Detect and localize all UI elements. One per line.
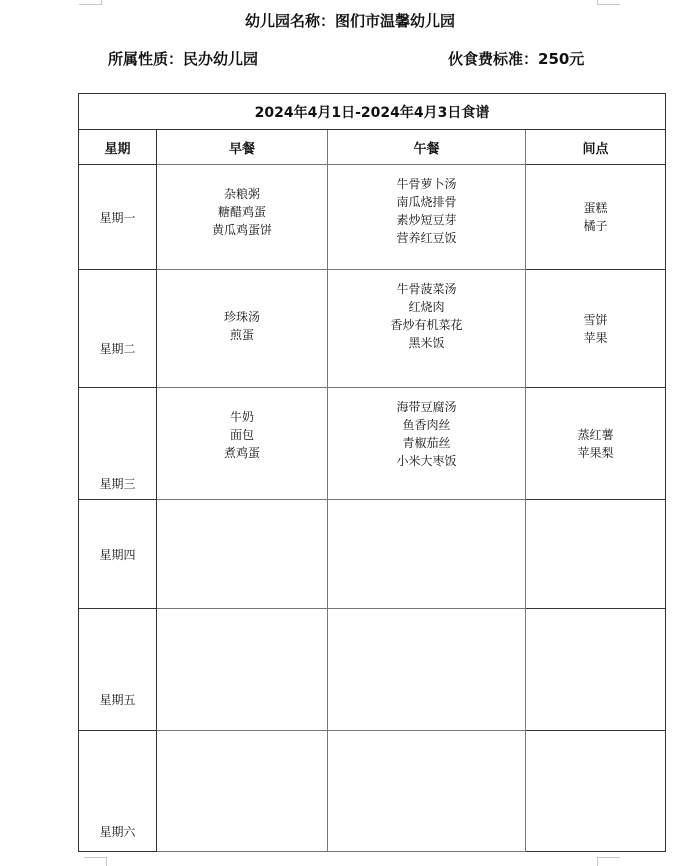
column-header-row <box>79 130 666 165</box>
breakfast-cell <box>157 165 328 270</box>
snack-cell <box>526 609 666 731</box>
menu-row <box>79 270 666 388</box>
snack-cell <box>526 165 666 270</box>
column-header-day: 星期 <box>79 130 157 165</box>
lunch-item: 鱼香肉丝 <box>402 418 451 432</box>
snack-cell <box>526 500 666 609</box>
menu-row <box>79 500 666 609</box>
page-corner-mark <box>79 0 102 5</box>
breakfast-cell <box>157 500 328 609</box>
breakfast-item: 糖醋鸡蛋 <box>217 205 266 219</box>
day-cell <box>79 165 157 270</box>
page-corner-mark <box>597 0 620 5</box>
lunch-item: 香炒有机菜花 <box>390 318 463 332</box>
breakfast-item: 杂粮粥 <box>223 187 260 201</box>
ownership-type: 所属性质：民办幼儿园 <box>108 50 259 68</box>
menu-body <box>79 165 666 852</box>
lunch-cell <box>328 609 526 731</box>
lunch-cell <box>328 500 526 609</box>
snack-item: 雪饼 <box>583 312 608 327</box>
column-header-snack: 间点 <box>526 130 666 165</box>
lunch-item: 红烧肉 <box>408 300 445 314</box>
breakfast-cell <box>157 270 328 388</box>
breakfast-item: 珍珠汤 <box>223 310 260 324</box>
column-header-lunch: 午餐 <box>328 130 526 165</box>
lunch-cell <box>328 731 526 852</box>
lunch-item: 牛骨菠菜汤 <box>396 282 457 296</box>
lunch-cell <box>328 388 526 500</box>
column-header-breakfast: 早餐 <box>157 130 328 165</box>
breakfast-item: 煮鸡蛋 <box>223 446 260 460</box>
breakfast-item: 面包 <box>229 428 254 442</box>
page-corner-mark <box>84 857 107 866</box>
snack-cell <box>526 388 666 500</box>
day-cell <box>79 388 157 500</box>
lunch-item: 牛骨萝卜汤 <box>396 177 457 191</box>
day-cell <box>79 270 157 388</box>
lunch-item: 南瓜烧排骨 <box>396 195 457 209</box>
day-cell <box>79 500 157 609</box>
menu-row <box>79 731 666 852</box>
snack-item: 蒸红薯 <box>577 427 614 442</box>
menu-title: 2024年4月1日-2024年4月3日食谱 <box>79 94 666 130</box>
snack-cell <box>526 731 666 852</box>
snack-item: 苹果梨 <box>577 445 614 460</box>
breakfast-cell <box>157 609 328 731</box>
day-label: 星期六 <box>99 824 136 839</box>
day-label: 星期四 <box>99 547 136 562</box>
menu-table <box>78 93 666 852</box>
menu-row <box>79 609 666 731</box>
lunch-cell <box>328 270 526 388</box>
breakfast-item: 黄瓜鸡蛋饼 <box>211 223 272 237</box>
day-label: 星期五 <box>99 693 136 707</box>
menu-row <box>79 165 666 270</box>
lunch-item: 青椒茄丝 <box>402 436 451 450</box>
snack-cell <box>526 270 666 388</box>
lunch-item: 小米大枣饭 <box>396 454 457 468</box>
snack-item: 蛋糕 <box>583 201 608 215</box>
snack-item: 橘子 <box>583 219 608 233</box>
day-label: 星期二 <box>99 342 136 356</box>
lunch-item: 营养红豆饭 <box>396 231 457 245</box>
page-corner-mark <box>597 857 620 866</box>
meal-fee-standard: 伙食费标准：250元 <box>448 50 585 68</box>
day-label: 星期一 <box>99 210 136 225</box>
snack-item: 苹果 <box>583 330 608 345</box>
lunch-item: 素炒短豆芽 <box>396 213 457 227</box>
breakfast-cell <box>157 388 328 500</box>
breakfast-cell <box>157 731 328 852</box>
lunch-item: 海带豆腐汤 <box>396 400 457 414</box>
menu-row <box>79 388 666 500</box>
lunch-cell <box>328 165 526 270</box>
breakfast-item: 煎蛋 <box>229 328 254 342</box>
lunch-item: 黑米饭 <box>408 336 445 350</box>
day-label: 星期三 <box>99 477 136 491</box>
day-cell <box>79 731 157 852</box>
kindergarten-name: 幼儿园名称：图们市温馨幼儿园 <box>244 12 455 30</box>
breakfast-item: 牛奶 <box>229 410 254 424</box>
day-cell <box>79 609 157 731</box>
